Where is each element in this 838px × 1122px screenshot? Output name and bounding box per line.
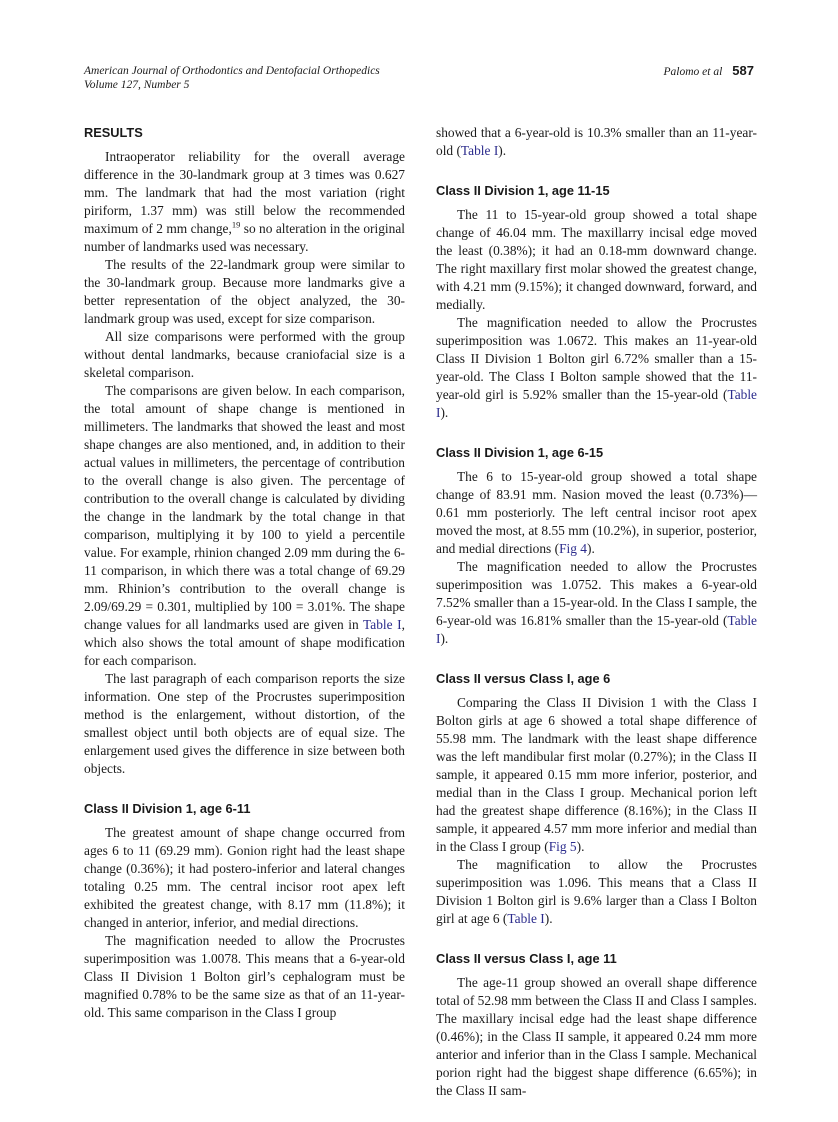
text-run: The magnification needed to allow the Procrustes superimposition was 1.0078. This means that a 6-year-old Class II Division 1 Bolton girl’s cephalogram must be magnified 0.78% to be the same size as that of an 11-year-old. This same comparison in the Class I group <box>84 933 405 1020</box>
body-paragraph <box>84 824 405 932</box>
text-run: The comparisons are given below. In each comparison, the total amount of shape change is mentioned in millimeters. The landmarks that showed the least and most shape changes are also mentioned, and, in addition to their actual values in millimeters, the percentage of contribution to the overall change is also given. The percentage of contribution to the overall change is calculated by dividing the change in the landmark by the total change in that comparison, multiplying it by 100 to yield a percentile value. For example, rhinion changed 2.09 mm during the 6-11 comparison, in which there was a total change of 69.29 mm. Rhinion’s contribution to the overall change is 2.09/69.29 = 0.301, multiplied by 100 = 3.01%. The shape change values for all landmarks used are given in <box>84 383 405 632</box>
cross-reference-link[interactable]: Table I <box>460 143 499 158</box>
text-run: The age-11 group showed an overall shape difference total of 52.98 mm between the Class II and Class I samples. The maxillary incisal edge had the least shape difference (0.46%); in the Class II sample, it appeared 0.24 mm more anterior and inferior than in the Class I sample. Mechanical porion right had the biggest shape difference (6.65%); in the Class II sam- <box>436 975 757 1098</box>
text-run: The magnification needed to allow the Procrustes superimposition was 1.0752. This makes a 6-year-old 7.52% smaller than a 15-year-old. In the Class I sample, the 6-year-old was 16.81% smaller than the 15-year-old ( <box>436 559 757 628</box>
text-run: Comparing the Class II Division 1 with the Class I Bolton girls at age 6 showed a total shape difference of 55.98 mm. The landmark with the least shape difference was the left mandibular first molar (0.27%); in the Class II sample, it appeared 0.15 mm more inferior, posterior, and medial than in the Class I group. Mechanical porion left had the greatest shape difference (8.16%); in the Class II sample, it appeared 4.57 mm more inferior and medial than in the Class I group ( <box>436 695 757 854</box>
left-column <box>84 124 405 1022</box>
text-run: The greatest amount of shape change occurred from ages 6 to 11 (69.29 mm). Gonion right had the least shape change (0.36%); it had postero-inferior and lateral changes totaling 0.25 mm. The central incisor root apex left exhibited the greatest change, with 8.17 mm (11.8%); it changed in anterior, inferior, and medial directions. <box>84 825 405 930</box>
text-run: The magnification to allow the Procrustes superimposition was 1.096. This means that a Class II Division 1 Bolton girl is 9.6% larger than a Class I Bolton girl at age 6 ( <box>436 857 757 926</box>
text-run: The results of the 22-landmark group were similar to the 30-landmark group. Because more landmarks give a better representation of the object analyzed, the 30-landmark group was used, except for size comparison. <box>84 257 405 326</box>
body-paragraph <box>436 314 757 422</box>
body-paragraph <box>84 382 405 670</box>
journal-title: American Journal of Orthodontics and Dentofacial Orthopedics <box>84 65 380 77</box>
text-run: ). <box>576 839 585 854</box>
body-paragraph <box>436 558 757 648</box>
text-run: ). <box>440 405 449 420</box>
section-heading: Class II Division 1, age 6-15 <box>436 445 604 460</box>
text-run: Intraoperator reliability for the overall average difference in the 30-landmark group at 3 times was 0.627 mm. The landmark that had the most variation (right piriform, 1.37 mm) was still below the recommended maximum of 2 mm change, <box>84 149 405 236</box>
body-paragraph <box>84 932 405 1022</box>
text-run: The 11 to 15-year-old group showed a total shape change of 46.04 mm. The maxillarry incisal edge moved the least (0.38%); it had an 0.18-mm downward change. The right maxillary first molar showed the greatest change, with 4.21 mm (9.15%); it changed downward, forward, and medially. <box>436 207 757 312</box>
text-run: ). <box>440 631 449 646</box>
text-run: The 6 to 15-year-old group showed a total shape change of 83.91 mm. Nasion moved the least (0.73%)—0.61 mm posteriorly. The left central incisor root apex moved the most, at 8.55 mm (10.2%), in superior, posterior, and medial directions ( <box>436 469 757 556</box>
section-heading: Class II Division 1, age 11-15 <box>436 183 610 198</box>
cross-reference-link[interactable]: Table I <box>363 617 402 632</box>
cross-reference-link[interactable]: Table I <box>507 911 545 926</box>
body-paragraph <box>84 148 405 256</box>
citation-superscript[interactable]: 19 <box>231 219 241 230</box>
journal-volume: Volume 127, Number 5 <box>84 79 190 91</box>
body-paragraph <box>84 670 405 778</box>
section-heading: Class II versus Class I, age 11 <box>436 951 617 966</box>
text-run: ). <box>587 541 595 556</box>
text-run: The last paragraph of each comparison reports the size information. One step of the Procrustes superimposition method is the enlargement, without distortion, of the smallest object until both objects are of equal size. The enlargement used gives the difference in size between both objects. <box>84 671 405 776</box>
body-paragraph <box>84 256 405 328</box>
body-paragraph <box>436 856 757 928</box>
body-paragraph <box>436 974 757 1100</box>
text-run: ). <box>498 143 507 158</box>
body-paragraph <box>436 694 757 856</box>
right-column <box>436 124 757 1100</box>
text-run: The magnification needed to allow the Procrustes superimposition was 1.0672. This makes an 11-year-old Class II Division 1 Bolton girl 6.72% smaller than a 15-year-old. The Class I Bolton sample showed that the 11-year-old girl is 5.92% smaller than the 15-year-old ( <box>436 315 757 402</box>
body-paragraph <box>436 124 757 160</box>
cross-reference-link[interactable]: Table I <box>436 613 757 646</box>
body-paragraph <box>84 328 405 382</box>
authors: Palomo et al <box>663 66 723 78</box>
cross-reference-link[interactable]: Fig 5 <box>548 839 577 854</box>
text-run: ). <box>544 911 553 926</box>
section-heading: RESULTS <box>84 125 143 140</box>
running-header-left <box>84 64 380 92</box>
text-run: All size comparisons were performed with the group without dental landmarks, because craniofacial size is a skeletal comparison. <box>84 329 405 380</box>
body-paragraph <box>436 468 757 558</box>
cross-reference-link[interactable]: Fig 4 <box>559 541 587 556</box>
text-run: showed that a 6-year-old is 10.3% smaller than an 11-year-old ( <box>436 125 757 158</box>
body-paragraph <box>436 206 757 314</box>
section-heading: Class II Division 1, age 6-11 <box>84 801 251 816</box>
running-header-right <box>664 64 754 79</box>
text-run: , which also shows the total amount of shape modification for each comparison. <box>84 617 405 668</box>
text-run: so no alteration in the original number of landmarks used was necessary. <box>84 221 406 254</box>
page-number: 587 <box>732 63 754 78</box>
cross-reference-link[interactable]: Table I <box>436 387 757 420</box>
section-heading: Class II versus Class I, age 6 <box>436 671 611 686</box>
